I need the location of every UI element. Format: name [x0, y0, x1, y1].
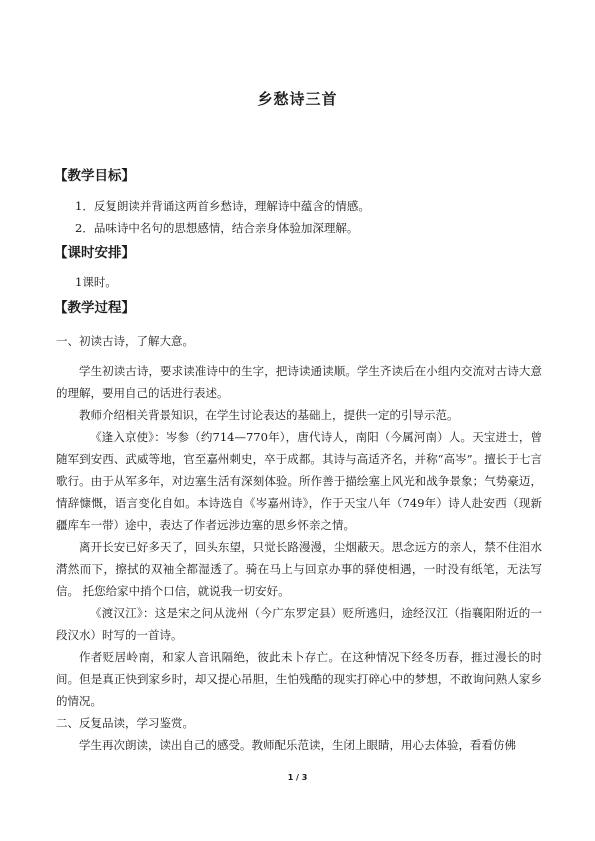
paragraph-3: 《逢入京使》：岑参（约714—770年），唐代诗人，南阳（今属河南）人。天宝进士，曾随军到安西、武威等地，官至嘉州刺史，卒于成都。其诗与高适齐名，并称“高岑”。擅长于七言歌行。由于从军多年，对边塞生活有深刻体验。所作善于描绘塞上风光和战争景象；气势豪迈，情辞慷慨，语言变化自如。本诗选自《岑嘉州诗》，作于天宝八年（749年）诗人赴安西（现新疆库车一带）途中，表达了作者远涉边塞的思乡怀亲之情。	[56, 430, 542, 532]
heading-process: 【教学过程】	[54, 300, 135, 316]
goal-item-2: 2．品味诗中名句的思想感情，结合亲身体验加深理解。	[75, 221, 359, 235]
paragraph-5: 《渡汉江》：这是宋之问从泷州（今广东罗定县）贬所逃归，途经汉江（指襄阳附近的一段汉水）时写的一首诗。	[56, 606, 542, 642]
heading-goals: 【教学目标】	[54, 168, 135, 184]
paragraph-7: 学生再次朗读，读出自己的感受。教师配乐范读，生闭上眼睛，用心去体验，看看仿佛	[79, 738, 516, 752]
paragraph-1: 学生初读古诗，要求读准诗中的生字，把诗读通读顺。学生齐读后在小组内交流对古诗大意的理解，要用自己的话进行表述。	[56, 364, 542, 400]
paragraph-2: 教师介绍相关背景知识，在学生讨论表达的基础上，提供一定的引导示范。	[79, 408, 459, 422]
schedule-text: 1课时。	[75, 275, 117, 289]
goal-item-1: 1．反复朗读并背诵这两首乡愁诗，理解诗中蕴含的情感。	[75, 199, 370, 213]
page-number: 1 / 3	[287, 773, 308, 782]
page-title: 乡愁诗三首	[257, 90, 338, 108]
step-1-heading: 一、初读古诗，了解大意。	[56, 334, 194, 348]
paragraph-6: 作者贬居岭南，和家人音讯隔绝，彼此未卜存亡。在这种情况下经冬历春，捱过漫长的时间。但是真正快到家乡时，却又提心吊胆，生怕残酷的现实打碎心中的梦想，不敢询问熟人家乡的情况。	[56, 650, 542, 708]
paragraph-4: 离开长安已好多天了，回头东望，只觉长路漫漫，尘烟蔽天。思念远方的亲人，禁不住泪水潸然而下，擦拭的双袖全都湿透了。骑在马上与回京办事的驿使相遇，一时没有纸笔，无法写信。 托您给家中捎个口信，就说我一切安好。	[56, 540, 542, 598]
heading-schedule: 【课时安排】	[54, 245, 135, 261]
step-2-heading: 二、反复品读，学习鉴赏。	[56, 716, 194, 730]
